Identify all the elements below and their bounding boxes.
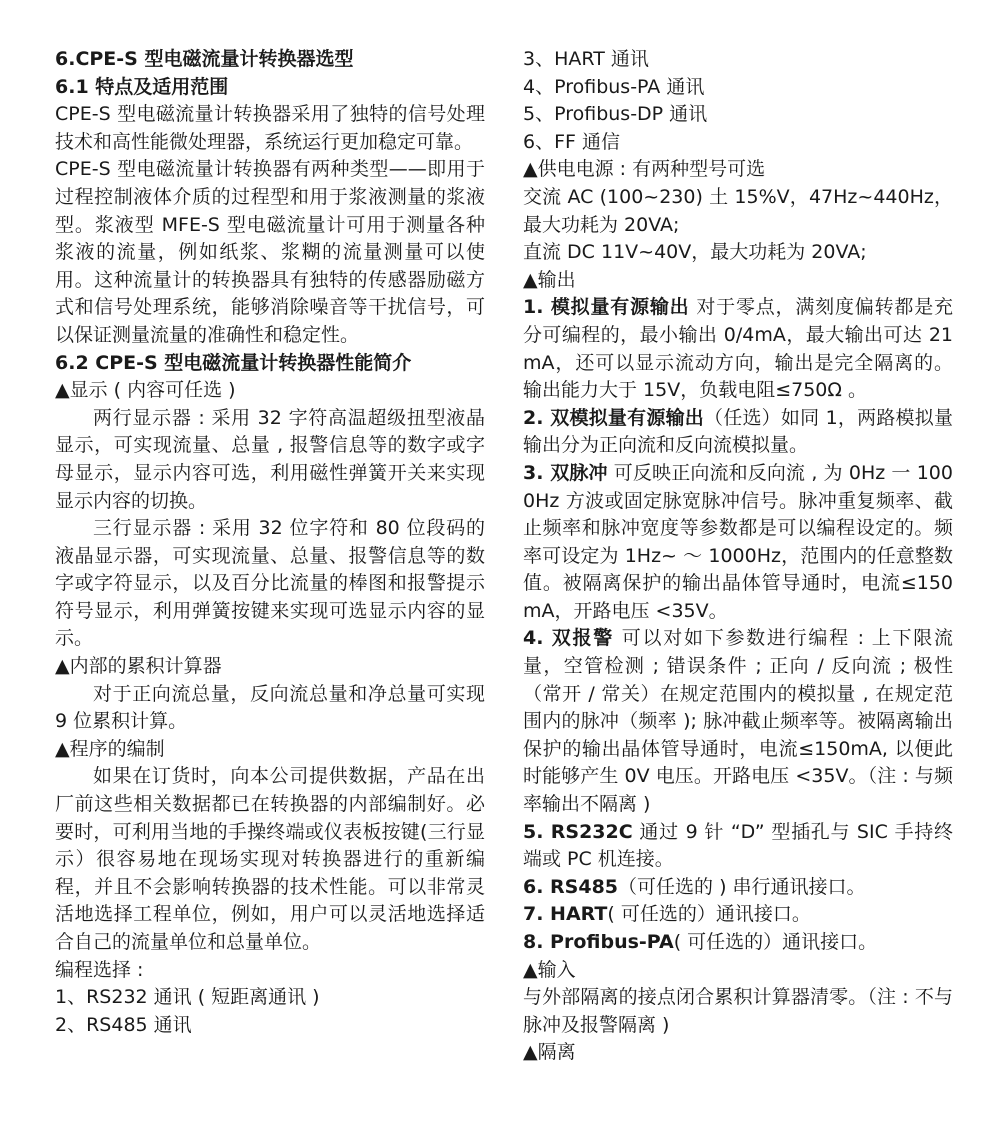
output-item-title: 2. 双模拟量有源输出 bbox=[523, 406, 705, 429]
input-heading: ▲输入 bbox=[523, 958, 576, 981]
output-item-text: （可任选的 ) 串行通讯接口。 bbox=[618, 875, 866, 898]
paragraph-input: 与外部隔离的接点闭合累积计算器清零。（注 : 不与脉冲及报警隔离 ) bbox=[523, 986, 953, 1036]
output-item-title: 3. 双脉冲 bbox=[523, 461, 608, 484]
output-item-text: 可反映正向流和反向流 , 为 0Hz 一 1000Hz 方波或固定脉宽脉冲信号。脉冲重复频率、截止频率和脉冲宽度等参数都是可以编程设定的。频率可设定为 1Hz~ ～ 1000Hz，范围内的任意整数值。被隔离保护的输出晶体管导通时，电流≤150mA，开路电压 <35V。 bbox=[523, 461, 953, 622]
isolation-heading: ▲隔离 bbox=[523, 1041, 576, 1064]
output-item-8 bbox=[523, 929, 953, 957]
output-item-5 bbox=[523, 819, 953, 874]
output-item-title: 5. RS232C bbox=[523, 820, 633, 843]
output-item-text: 对于零点，满刻度偏转都是充分可编程的，最小输出 0/4mA，最大输出可达 21mA，还可以显示流动方向，输出是完全隔离的。输出能力大于 15V，负载电阻≤750Ω 。 bbox=[523, 296, 953, 402]
output-item-6 bbox=[523, 874, 953, 902]
paragraph-intro: CPE-S 型电磁流量计转换器采用了独特的信号处理技术和高性能微处理器，系统运行更加稳定可靠。 bbox=[55, 103, 485, 153]
output-item-title: 7. HART bbox=[523, 903, 608, 926]
output-item-title: 8. Profibus-PA bbox=[523, 931, 674, 953]
programming-options-label: 编程选择 : bbox=[55, 958, 144, 981]
paragraph-totalizer: 对于正向流总量，反向流总量和净总量可实现 9 位累积计算。 bbox=[55, 682, 485, 733]
list-item: 3、HART 通讯 bbox=[523, 48, 649, 70]
paragraph-programming: 如果在订货时，向本公司提供数据，产品在出厂前这些相关数据都已在转换器的内部编制好。必要时，可利用当地的手操终端或仪表板按键(三行显示）很容易地在现场实现对转换器进行的重新编程，并且不会影响转换器的技术性能。可以非常灵活地选择工程单位，例如，用户可以灵活地选择适合自己的流量单位和总量单位。 bbox=[55, 765, 485, 953]
list-item: 1、RS232 通讯 ( 短距离通讯 ) bbox=[55, 986, 320, 1009]
output-item-text: 可以对如下参数进行编程 : 上下限流量，空管检测 ; 错误条件 ; 正向 / 反向流 ; 极性（常开 / 常关）在规定范围内的模拟量 , 在规定范围内的脉冲（频率 ); 脉冲截止频率等。被隔离输出保护的输出晶体管导通时，电流≤150mA, 以便此时能够产生 0V 电压。开路电压 <35V。（注 : 与频率输出不隔离 ) bbox=[523, 627, 953, 816]
paragraph-three-line-display: 三行显示器 : 采用 32 位字符和 80 位段码的液晶显示器，可实现流量、总量、报警信息等的数字或字符显示，以及百分比流量的棒图和报警提示符号显示，利用弹簧按键来实现可选显示内容的显示。 bbox=[55, 517, 485, 650]
output-heading: ▲输出 bbox=[523, 268, 576, 291]
program-heading: ▲程序的编制 bbox=[55, 737, 165, 760]
paragraph-types: CPE-S 型电磁流量计转换器有两种类型——即用于过程控制液体介质的过程型和用于浆液测量的浆液型。浆液型 MFE-S 型电磁流量计可用于测量各种浆液的流量，例如纸浆、浆糊的流量测量可以使用。这种流量计的转换器具有独特的传感器励磁方式和信号处理系统，能够消除噪音等干扰信号，可以保证测量流量的准确性和稳定性。 bbox=[55, 158, 485, 346]
output-item-title: 4. 双报警 bbox=[523, 627, 614, 650]
section-title: 6.CPE-S 型电磁流量计转换器选型 bbox=[55, 48, 354, 70]
section-heading-6-2: 6.2 CPE-S 型电磁流量计转换器性能简介 bbox=[55, 351, 412, 374]
output-item-4 bbox=[523, 625, 953, 818]
totalizer-heading: ▲内部的累积计算器 bbox=[55, 655, 222, 678]
output-item-1 bbox=[523, 294, 953, 404]
paragraph-power-dc: 直流 DC 11V~40V，最大功耗为 20VA; bbox=[523, 241, 867, 264]
output-item-text: ( 可任选的）通讯接口。 bbox=[673, 931, 878, 953]
power-heading: ▲供电电源 : 有两种型号可选 bbox=[523, 158, 766, 181]
output-item-7 bbox=[523, 901, 953, 929]
output-item-text: （任选）如同 1，两路模拟量输出分为正向流和反向流模拟量。 bbox=[523, 406, 953, 457]
list-item: 6、FF 通信 bbox=[523, 130, 620, 153]
list-item: 2、RS485 通讯 bbox=[55, 1013, 192, 1036]
display-heading: ▲显示 ( 内容可任选 ) bbox=[55, 379, 236, 402]
output-item-3 bbox=[523, 460, 953, 626]
left-column bbox=[55, 46, 485, 1039]
paragraph-power-ac: 交流 AC (100~230) 土 15%V，47Hz~440Hz，最大功耗为 20VA; bbox=[523, 185, 953, 236]
list-item: 5、Profibus-DP 通讯 bbox=[523, 103, 708, 126]
output-item-title: 1. 模拟量有源输出 bbox=[523, 296, 690, 319]
list-item: 4、Profibus-PA 通讯 bbox=[523, 75, 705, 98]
output-item-2 bbox=[523, 405, 953, 460]
output-item-text: 通过 9 针 “D” 型插孔与 SIC 手持终端或 PC 机连接。 bbox=[523, 820, 953, 871]
output-item-text: ( 可任选的）通讯接口。 bbox=[607, 903, 811, 926]
paragraph-two-line-display: 两行显示器 : 采用 32 字符高温超级扭型液晶显示，可实现流量、总量 , 报警信息等的数字或字母显示，显示内容可选，利用磁性弹簧开关来实现显示内容的切换。 bbox=[55, 406, 485, 512]
section-heading-6-1: 6.1 特点及适用范围 bbox=[55, 75, 229, 98]
output-item-title: 6. RS485 bbox=[523, 875, 619, 898]
right-column bbox=[523, 46, 953, 1067]
